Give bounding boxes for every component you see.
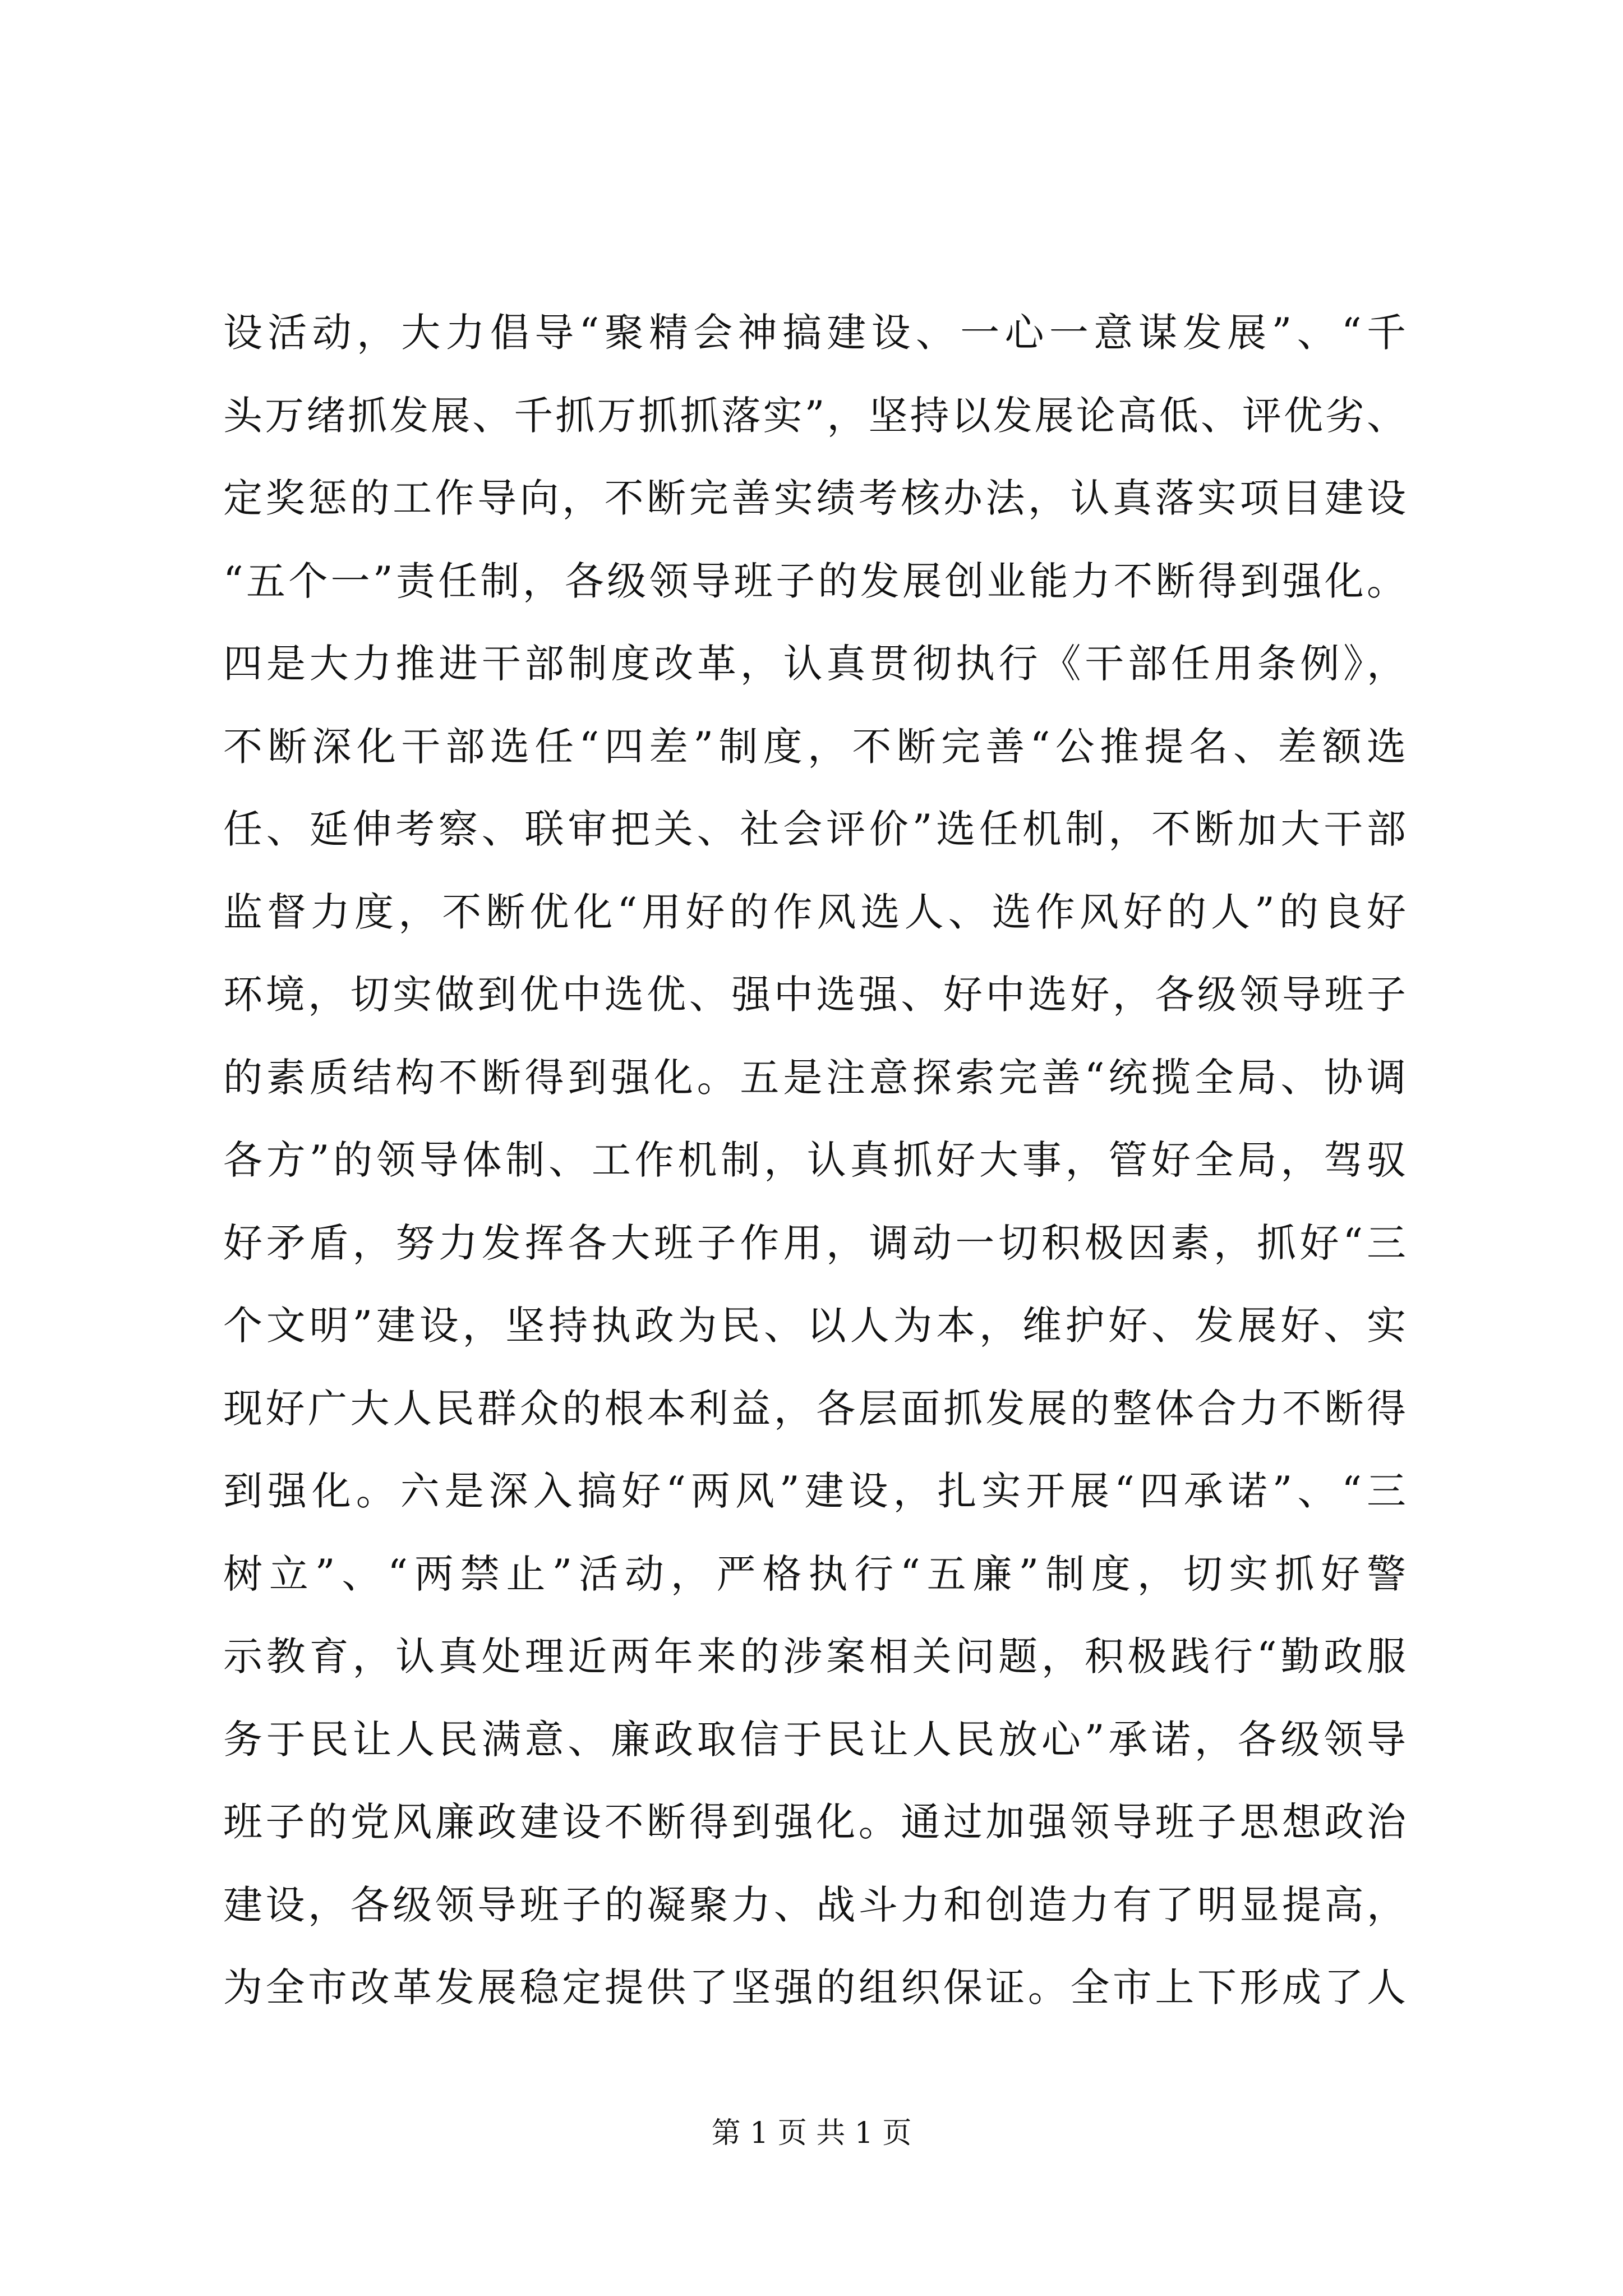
text-line-1: 设活动，大力倡导“聚精会神搞建设、一心一意谋发展”、“千	[223, 310, 1407, 356]
text-line-5: 四是大力推进干部制度改革，认真贯彻执行《干部任用条例》，	[223, 641, 1407, 687]
text-line-13: 个文明”建设，坚持执政为民、以人为本，维护好、发展好、实	[223, 1303, 1407, 1349]
text-line-4: “五个一”责任制，各级领导班子的发展创业能力不断得到强化。	[223, 558, 1407, 604]
text-line-10: 的素质结构不断得到强化。五是注意探索完善“统揽全局、协调	[223, 1054, 1407, 1101]
text-line-8: 监督力度，不断优化“用好的作风选人、选作风好的人”的良好	[223, 889, 1407, 935]
page-footer: 第 1 页 共 1 页	[711, 2116, 912, 2150]
text-line-11: 各方”的领导体制、工作机制，认真抓好大事，管好全局，驾驭	[223, 1137, 1407, 1183]
text-line-15: 到强化。六是深入搞好“两风”建设，扎实开展“四承诺”、“三	[223, 1468, 1407, 1514]
text-line-9: 环境，切实做到优中选优、强中选强、好中选好，各级领导班子	[223, 972, 1407, 1018]
text-line-19: 班子的党风廉政建设不断得到强化。通过加强领导班子思想政治	[223, 1799, 1407, 1845]
text-line-18: 务于民让人民满意、廉政取信于民让人民放心”承诺，各级领导	[223, 1716, 1407, 1763]
text-line-12: 好矛盾，努力发挥各大班子作用，调动一切积极因素，抓好“三	[223, 1220, 1407, 1266]
text-line-20: 建设，各级领导班子的凝聚力、战斗力和创造力有了明显提高，	[223, 1881, 1407, 1928]
text-line-2: 头万绪抓发展、千抓万抓抓落实”，坚持以发展论高低、评优劣、	[223, 392, 1407, 439]
text-line-16: 树立”、“两禁止”活动，严格执行“五廉”制度，切实抓好警	[223, 1550, 1407, 1597]
text-line-21: 为全市改革发展稳定提供了坚强的组织保证。全市上下形成了人	[223, 1964, 1407, 2010]
text-line-14: 现好广大人民群众的根本利益，各层面抓发展的整体合力不断得	[223, 1385, 1407, 1432]
text-line-17: 示教育，认真处理近两年来的涉案相关问题，积极践行“勤政服	[223, 1634, 1407, 1680]
text-line-6: 不断深化干部选任“四差”制度，不断完善“公推提名、差额选	[223, 723, 1407, 770]
text-line-3: 定奖惩的工作导向，不断完善实绩考核办法，认真落实项目建设	[223, 475, 1407, 521]
body-text	[223, 292, 1407, 2030]
text-line-7: 任、延伸考察、联审把关、社会评价”选任机制，不断加大干部	[223, 806, 1407, 852]
